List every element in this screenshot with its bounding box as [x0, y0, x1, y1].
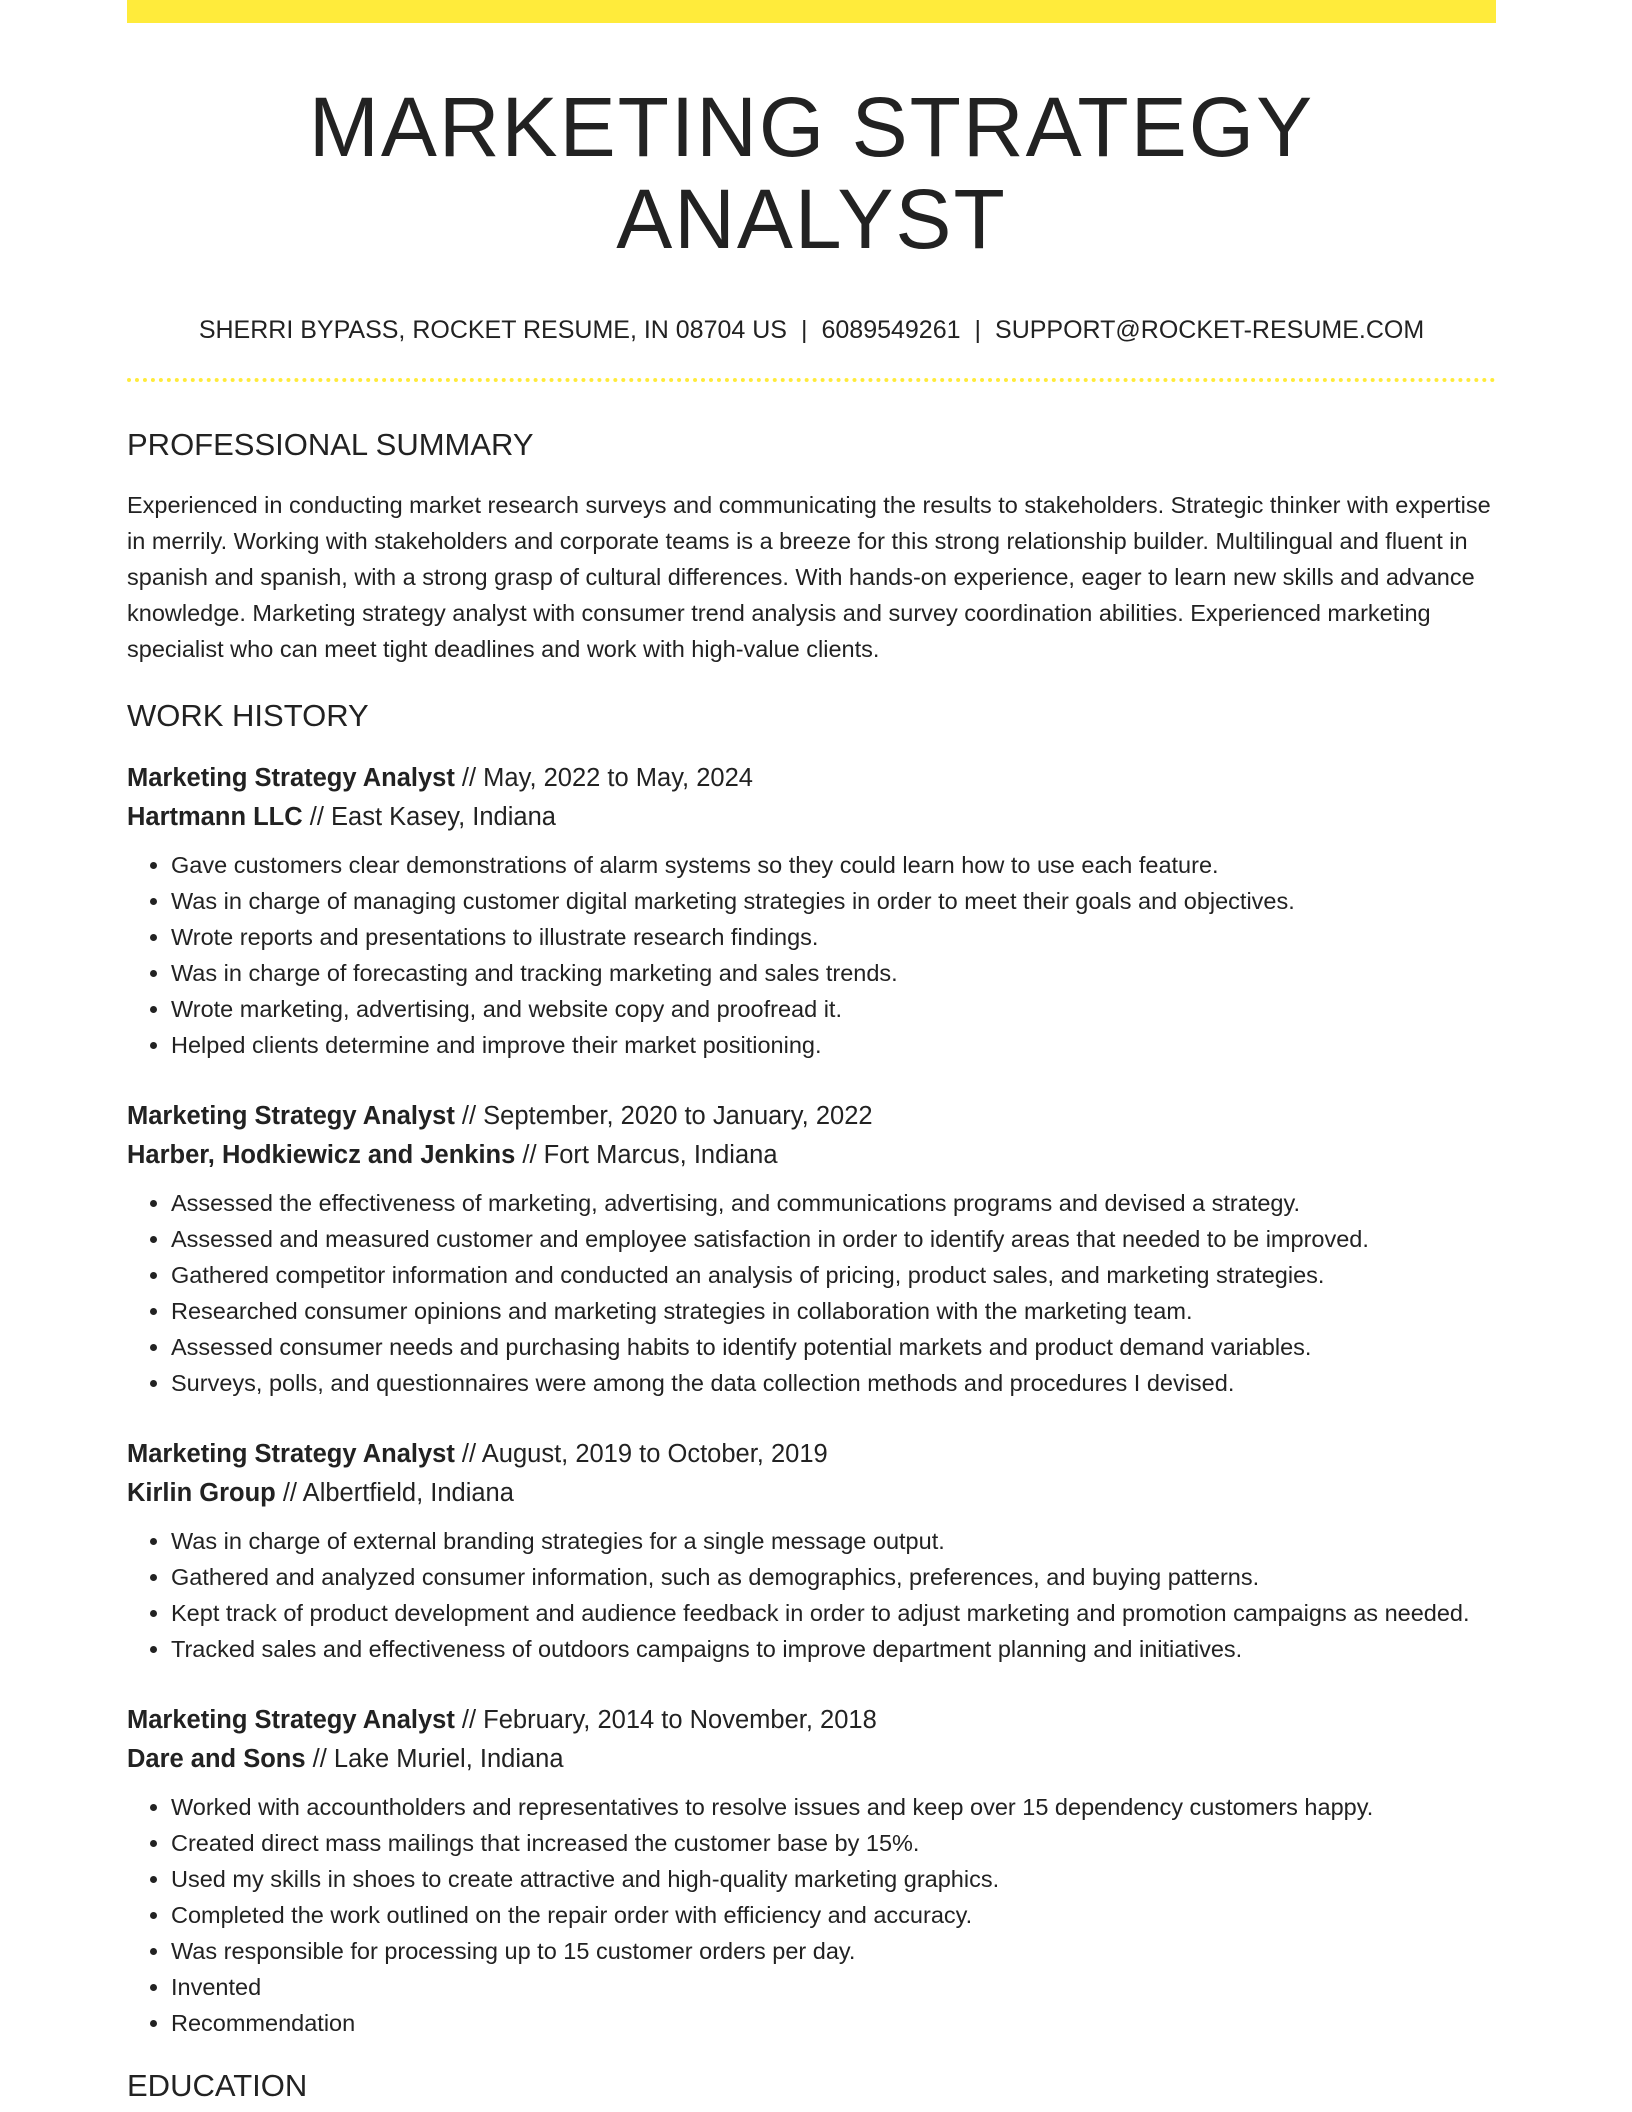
job-location: // Albertfield, Indiana	[275, 1478, 514, 1507]
contact-phone: 6089549261	[821, 315, 961, 344]
job-title: Marketing Strategy Analyst	[127, 1705, 455, 1734]
job-bullets	[127, 1523, 1496, 1667]
job-dates: // February, 2014 to November, 2018	[454, 1705, 877, 1734]
job-bullet: • Was in charge of external branding strategies for a single message output.	[171, 1523, 1496, 1559]
job-bullets	[127, 1185, 1496, 1401]
job-bullet: • Helped clients determine and improve their market positioning.	[171, 1027, 1496, 1063]
header-divider	[127, 378, 1496, 382]
job-company: Harber, Hodkiewicz and Jenkins	[127, 1140, 516, 1169]
job-bullets	[127, 847, 1496, 1063]
job-bullet: • Tracked sales and effectiveness of outdoors campaigns to improve department planning and initiatives.	[171, 1631, 1496, 1667]
job-title: Marketing Strategy Analyst	[127, 763, 455, 792]
job-bullet: • Completed the work outlined on the repair order with efficiency and accuracy.	[171, 1897, 1496, 1933]
job-bullet: • Gave customers clear demonstrations of alarm systems so they could learn how to use each feature.	[171, 847, 1496, 883]
job-entry	[127, 1701, 1496, 2041]
job-bullet: • Invented	[171, 1969, 1496, 2005]
job-company: Kirlin Group	[127, 1478, 276, 1507]
job-bullet: • Gathered and analyzed consumer information, such as demographics, preferences, and buying patterns.	[171, 1559, 1496, 1595]
job-bullet: • Surveys, polls, and questionnaires were among the data collection methods and procedures I devised.	[171, 1365, 1496, 1401]
education-heading: EDUCATION	[127, 2067, 308, 2103]
job-bullet: • Was in charge of forecasting and tracking marketing and sales trends.	[171, 955, 1496, 991]
job-bullet: • Wrote marketing, advertising, and website copy and proofread it.	[171, 991, 1496, 1027]
contact-address: SHERRI BYPASS, ROCKET RESUME, IN 08704 US	[198, 315, 787, 344]
job-bullet: • Created direct mass mailings that increased the customer base by 15%.	[171, 1825, 1496, 1861]
job-entry	[127, 759, 1496, 1063]
job-company-line	[127, 1474, 1496, 1513]
job-bullet: • Assessed the effectiveness of marketing, advertising, and communications programs and devised a strategy.	[171, 1185, 1496, 1221]
job-bullet: • Researched consumer opinions and marketing strategies in collaboration with the marketing team.	[171, 1293, 1496, 1329]
job-dates: // August, 2019 to October, 2019	[454, 1439, 828, 1468]
contact-info	[127, 314, 1496, 347]
job-location: // Fort Marcus, Indiana	[515, 1140, 778, 1169]
job-bullet: • Gathered competitor information and conducted an analysis of pricing, product sales, and marketing strategies.	[171, 1257, 1496, 1293]
job-bullet: • Was in charge of managing customer digital marketing strategies in order to meet their goals and objectives.	[171, 883, 1496, 919]
job-entry	[127, 1435, 1496, 1667]
job-title-line	[127, 1097, 1496, 1136]
job-company-line	[127, 1136, 1496, 1175]
job-bullet: • Assessed consumer needs and purchasing habits to identify potential markets and product demand variables.	[171, 1329, 1496, 1365]
job-bullet: • Assessed and measured customer and employee satisfaction in order to identify areas that needed to be improved.	[171, 1221, 1496, 1257]
summary-heading: PROFESSIONAL SUMMARY	[127, 427, 534, 463]
work-history-heading: WORK HISTORY	[127, 698, 369, 734]
job-title: Marketing Strategy Analyst	[127, 1101, 455, 1130]
job-company: Dare and Sons	[127, 1744, 306, 1773]
contact-separator: |	[800, 315, 808, 344]
job-dates: // September, 2020 to January, 2022	[454, 1101, 873, 1130]
job-entry	[127, 1097, 1496, 1401]
job-bullet: • Worked with accountholders and representatives to resolve issues and keep over 15 dependency customers happy.	[171, 1789, 1496, 1825]
resume-title: MARKETING STRATEGY ANALYST	[308, 80, 1315, 267]
job-bullets	[127, 1789, 1496, 2041]
job-bullet: • Kept track of product development and audience feedback in order to adjust marketing and promotion campaigns as needed.	[171, 1595, 1496, 1631]
job-location: // Lake Muriel, Indiana	[305, 1744, 564, 1773]
job-location: // East Kasey, Indiana	[302, 802, 556, 831]
job-title-line	[127, 759, 1496, 798]
job-company: Hartmann LLC	[127, 802, 303, 831]
resume-page	[127, 0, 1496, 2104]
job-title-line	[127, 1701, 1496, 1740]
job-title-line	[127, 1435, 1496, 1474]
job-bullet: • Used my skills in shoes to create attractive and high-quality marketing graphics.	[171, 1861, 1496, 1897]
contact-email: SUPPORT@ROCKET-RESUME.COM	[995, 315, 1425, 344]
accent-top-bar	[127, 0, 1496, 23]
job-title: Marketing Strategy Analyst	[127, 1439, 455, 1468]
job-company-line	[127, 1740, 1496, 1779]
job-dates: // May, 2022 to May, 2024	[454, 763, 753, 792]
job-bullet: • Recommendation	[171, 2005, 1496, 2041]
job-bullet: • Was responsible for processing up to 15 customer orders per day.	[171, 1933, 1496, 1969]
contact-separator: |	[974, 315, 982, 344]
summary-text: Experienced in conducting market research surveys and communicating the results to stakeholders. Strategic thinker with expertise in merrily. Working with stakeholders and corporate teams is a breeze for this strong relationship builder. Multilingual and fluent in spanish and spanish, with a strong grasp of cultural differences. With hands-on experience, eager to learn new skills and advance knowledge. Marketing strategy analyst with consumer trend analysis and survey coordination abilities. Experienced marketing specialist who can meet tight deadlines and work with high-value clients.	[127, 492, 1491, 663]
job-company-line	[127, 798, 1496, 837]
job-bullet: • Wrote reports and presentations to illustrate research findings.	[171, 919, 1496, 955]
